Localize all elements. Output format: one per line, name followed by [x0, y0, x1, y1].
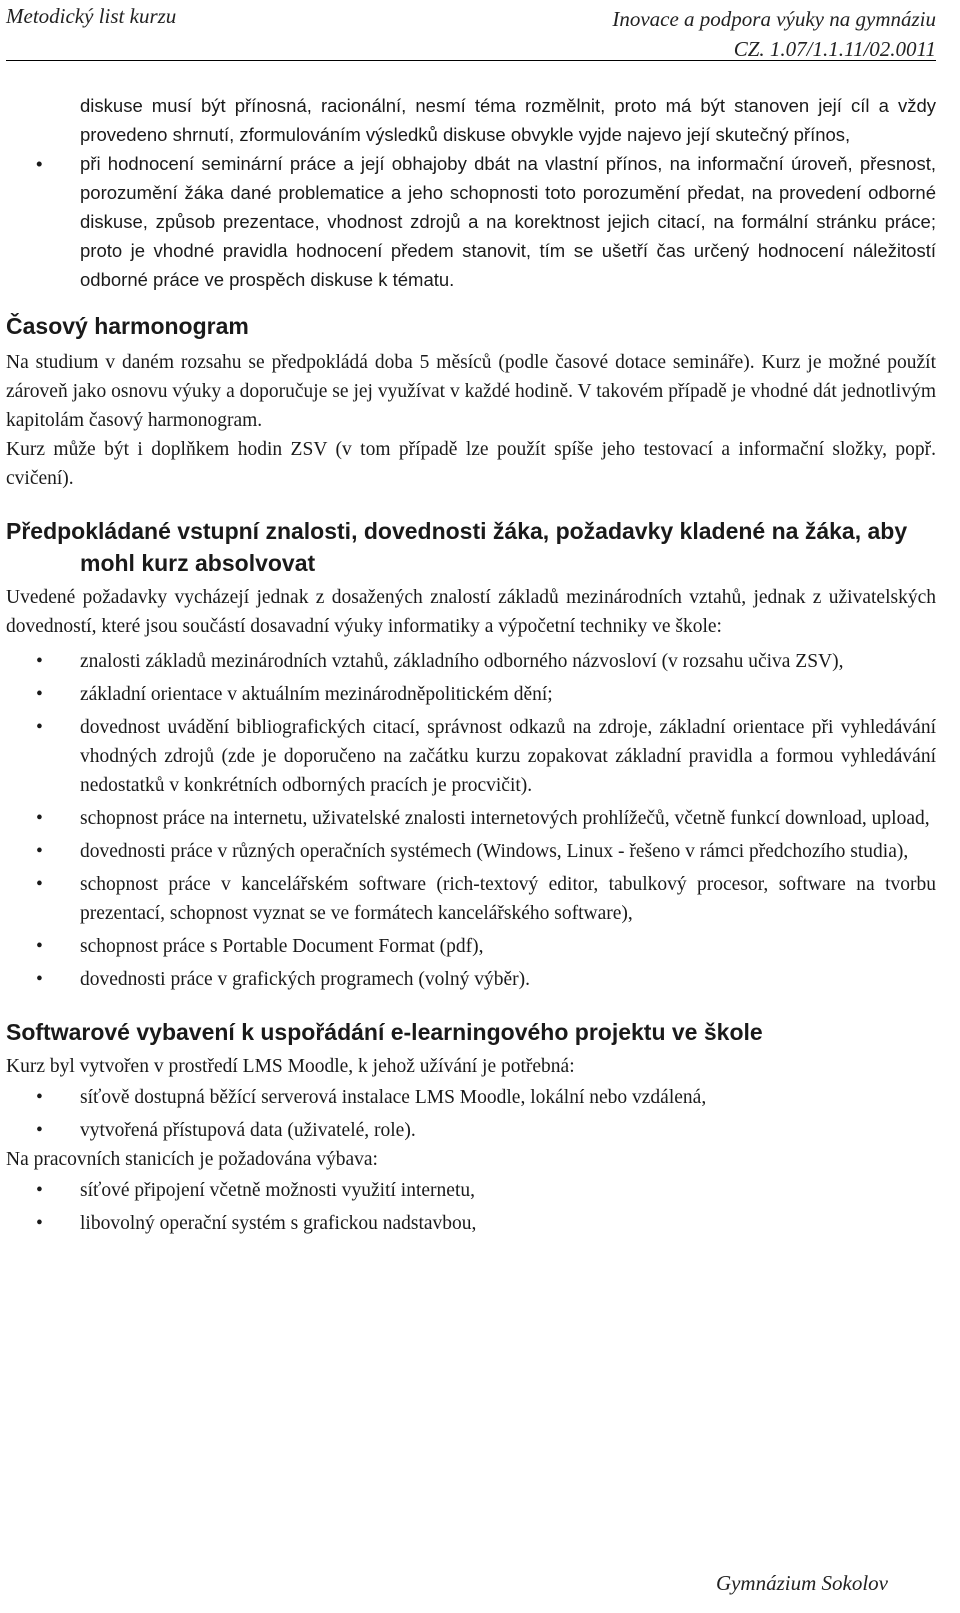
- intro-bullet-list: [6, 149, 936, 294]
- prerequisites-list: [6, 647, 936, 994]
- bullet-icon: •: [36, 841, 43, 862]
- list-item: • schopnost práce v kancelářském software (rich-textový editor, tabulkový procesor, software na tvorbu prezentací, schopnost vyznat se ve formátech kancelářského software),: [6, 870, 936, 928]
- section-heading-schedule: Časový harmonogram: [6, 313, 249, 339]
- header-project-code: CZ. 1.07/1.1.11/02.0011: [733, 37, 936, 61]
- prerequisites-intro: Uvedené požadavky vycházejí jednak z dosažených znalostí základů mezinárodních vztahů, jednak z uživatelských dovedností, které jsou součástí dosavadní výuky informatiky a výpočetní techniky ve škole:: [6, 587, 936, 637]
- workstation-list: [6, 1176, 936, 1238]
- list-item: • dovednosti práce v různých operačních systémech (Windows, Linux - řešeno v rámci předchozího studia),: [6, 837, 936, 866]
- intro-continuation: diskuse musí být přínosná, racionální, nesmí téma rozmělnit, proto má být stanoven její cíl a vždy provedeno shrnutí, zformulováním výsledků diskuse obvykle vyjde najevo její skutečný přínos,: [80, 95, 936, 145]
- header-course-title: Metodický list kurzu: [6, 4, 177, 28]
- bullet-icon: •: [36, 969, 43, 990]
- schedule-paragraph-2: Kurz může být i doplňkem hodin ZSV (v tom případě lze použít spíše jeho testovací a informační složky, popř. cvičení).: [6, 439, 936, 489]
- workstation-intro: Na pracovních stanicích je požadována výbava:: [6, 1149, 378, 1170]
- software-intro: Kurz byl vytvořen v prostředí LMS Moodle, k jehož užívání je potřebná:: [6, 1056, 575, 1077]
- page-content: [6, 91, 936, 1238]
- section-heading-prerequisites: Předpokládané vstupní znalosti, dovednosti žáka, požadavky kladené na žáka, aby mohl kurz absolvovat: [6, 518, 908, 576]
- list-item: • dovednosti práce v grafických programech (volný výběr).: [6, 965, 936, 994]
- bullet-icon: •: [36, 808, 43, 829]
- list-item: • schopnost práce na internetu, uživatelské znalosti internetových prohlížečů, včetně funkcí download, upload,: [6, 804, 936, 833]
- section-heading-software: Softwarové vybavení k uspořádání e-learningového projektu ve škole: [6, 1019, 763, 1045]
- page-header: [6, 0, 936, 61]
- bullet-icon: •: [36, 651, 43, 672]
- list-item: • dovednost uvádění bibliografických citací, správnost odkazů na zdroje, základní orientace při vyhledávání vhodných zdrojů (zde je doporučeno na začátku kurzu zopakovat základní pravidla a formou vyhledávání nedostatků v konkrétních odborných pracích je procvičit).: [6, 713, 936, 800]
- list-item: • síťové připojení včetně možnosti využití internetu,: [6, 1176, 936, 1205]
- bullet-icon: •: [36, 1120, 43, 1141]
- bullet-icon: •: [36, 874, 43, 895]
- software-list: [6, 1083, 936, 1145]
- schedule-paragraph-1: Na studium v daném rozsahu se předpokládá doba 5 měsíců (podle časové dotace semináře). Kurz je možné použít zároveň jako osnovu výuky a doporučuje se jej využívat v každé hodině. V takovém případě je vhodné dát jednotlivým kapitolám časový harmonogram.: [6, 352, 936, 431]
- bullet-icon: •: [36, 1180, 43, 1201]
- list-item: • základní orientace v aktuálním mezinárodněpolitickém dění;: [6, 680, 936, 709]
- header-project-info: [612, 4, 936, 64]
- header-project-name: Inovace a podpora výuky na gymnáziu: [612, 7, 936, 31]
- page-footer: Gymnázium Sokolov: [715, 1571, 888, 1595]
- bullet-icon: •: [36, 684, 43, 705]
- list-item: • vytvořená přístupová data (uživatelé, role).: [6, 1116, 936, 1145]
- bullet-icon: •: [36, 153, 43, 174]
- list-item: • znalosti základů mezinárodních vztahů, základního odborného názvosloví (v rozsahu učiva ZSV),: [6, 647, 936, 676]
- bullet-icon: •: [36, 1087, 43, 1108]
- bullet-icon: •: [36, 1213, 43, 1234]
- list-item: • síťově dostupná běžící serverová instalace LMS Moodle, lokální nebo vzdálená,: [6, 1083, 936, 1112]
- list-item: • při hodnocení seminární práce a její obhajoby dbát na vlastní přínos, na informační úroveň, přesnost, porozumění žáka dané problematice a jeho schopnosti toto porozumění předat, na provedení odborné diskuse, způsob prezentace, vhodnost zdrojů a na korektnost jejich citací, na formální stránku práce; proto je vhodné pravidla hodnocení předem stanovit, tím se ušetří čas určený hodnocení náležitostí odborné práce ve prospěch diskuse k tématu.: [6, 149, 936, 294]
- bullet-icon: •: [36, 717, 43, 738]
- bullet-icon: •: [36, 936, 43, 957]
- list-item: • libovolný operační systém s grafickou nadstavbou,: [6, 1209, 936, 1238]
- list-item: • schopnost práce s Portable Document Format (pdf),: [6, 932, 936, 961]
